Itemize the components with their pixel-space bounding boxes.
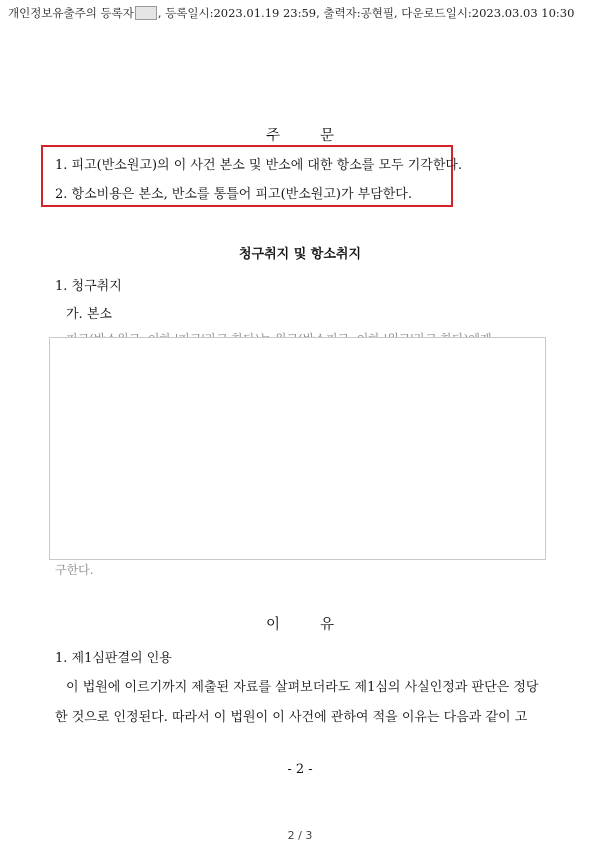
reason-heading xyxy=(0,613,600,634)
order-item-2: 2. 항소비용은 본소, 반소를 통틀어 피고(반소원고)가 부담한다. xyxy=(55,187,412,202)
reason-para-line-1: 이 법원에 이르기까지 제출된 자료를 살펴보더라도 제1심의 사실인정과 판단은 정당 xyxy=(66,680,539,695)
reason-item-1: 1. 제1심판결의 인용 xyxy=(55,651,172,666)
page-count: 2 / 3 xyxy=(287,829,313,842)
header-suffix: , 등록일시:2023.01.19 23:59, 출력자:공현필, 다운로드일시:2023.03.03 10:30 xyxy=(157,6,575,20)
redacted-name-box xyxy=(135,6,157,20)
reason-para-line-2: 한 것으로 인정된다. 따라서 이 법원이 이 사건에 관하여 적을 이유는 다음과 같이 고 xyxy=(55,710,528,725)
redaction-overlay xyxy=(49,337,546,560)
order-heading-left: 주 xyxy=(265,128,280,144)
order-heading xyxy=(0,124,600,145)
page-marker: - 2 - xyxy=(287,762,313,777)
reason-heading-left: 이 xyxy=(265,617,280,633)
download-header xyxy=(8,5,574,21)
claim-heading: 청구취지 및 항소취지 xyxy=(238,247,362,262)
claim-partial-after: 구한다. xyxy=(55,563,94,577)
claim-item-1: 1. 청구취지 xyxy=(55,279,122,294)
order-heading-right: 문 xyxy=(320,128,335,144)
reason-heading-right: 유 xyxy=(320,617,335,633)
claim-sub-ga: 가. 본소 xyxy=(66,307,112,322)
order-item-1: 1. 피고(반소원고)의 이 사건 본소 및 반소에 대한 항소를 모두 기각한다. xyxy=(55,158,463,173)
header-prefix: 개인정보유출주의 등록자 xyxy=(8,6,134,20)
